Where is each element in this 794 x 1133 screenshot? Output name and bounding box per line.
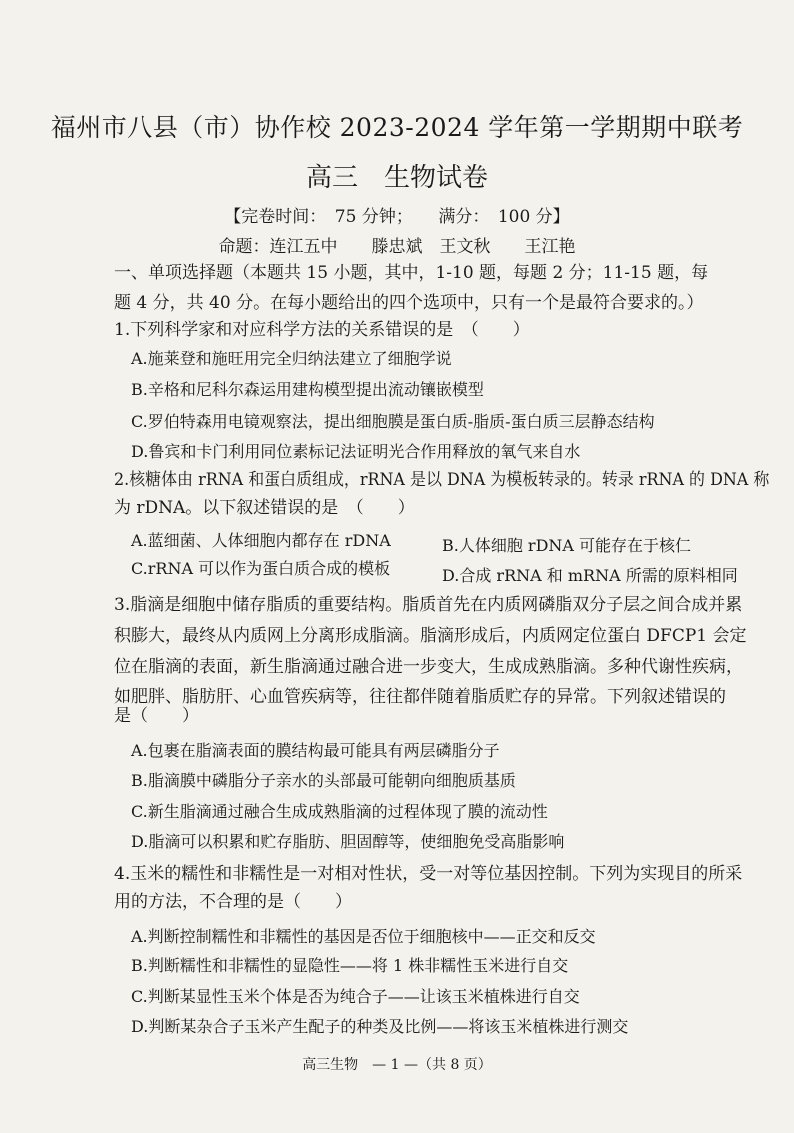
q4-option-d: D.判断某杂合子玉米产生配子的种类及比例——将该玉米植株进行测交	[131, 1017, 629, 1036]
q4-option-a: A.判断控制糯性和非糯性的基因是否位于细胞核中——正交和反交	[131, 927, 596, 946]
q3-stem-line-4: 如肥胖、脂肪肝、心血管疾病等，往往都伴随着脂质贮存的异常。下列叙述错误的	[114, 687, 726, 707]
exam-title: 福州市八县（市）协作校 2023-2024 学年第一学期期中联考	[50, 113, 744, 142]
q3-option-d: D.脂滴可以积累和贮存脂肪、胆固醇等，使细胞免受高脂影响	[131, 832, 565, 851]
q3-stem-line-2: 积膨大，最终从内质网上分离形成脂滴。脂滴形成后，内质网定位蛋白 DFCP1 会定	[114, 626, 747, 646]
q1-stem: 1.下列科学家和对应科学方法的关系错误的是 （ ）	[114, 320, 530, 340]
q3-option-c: C.新生脂滴通过融合生成成熟脂滴的过程体现了膜的流动性	[131, 802, 548, 821]
q1-option-c: C.罗伯特森用电镜观察法，提出细胞膜是蛋白质-脂质-蛋白质三层静态结构	[131, 412, 655, 431]
q2-option-a: A.蓝细菌、人体细胞内都存在 rDNA	[131, 531, 391, 550]
exam-authors: 命题：连江五中 滕忠斌 王文秋 王江艳	[218, 237, 576, 257]
page-footer: 高三生物 — 1 —（共 8 页）	[302, 1057, 492, 1073]
q1-option-b: B.辛格和尼科尔森运用建构模型提出流动镶嵌模型	[131, 380, 484, 399]
exam-subtitle: 高三 生物试卷	[305, 163, 488, 193]
q4-option-c: C.判断某显性玉米个体是否为纯合子——让该玉米植株进行自交	[131, 987, 580, 1006]
q2-stem-line-2: 为 rDNA。以下叙述错误的是 （ ）	[114, 498, 415, 518]
q3-option-a: A.包裹在脂滴表面的膜结构最可能具有两层磷脂分子	[131, 741, 500, 760]
q3-stem-line-3: 位在脂滴的表面，新生脂滴通过融合进一步变大，生成成熟脂滴。多种代谢性疾病，	[114, 657, 743, 677]
q3-stem-line-1: 3.脂滴是细胞中储存脂质的重要结构。脂质首先在内质网磷脂双分子层之间合成并累	[114, 595, 743, 615]
q4-option-b: B.判断糯性和非糯性的显隐性——将 1 株非糯性玉米进行自交	[131, 956, 569, 975]
q2-option-d: D.合成 rRNA 和 mRNA 所需的原料相同	[442, 566, 738, 585]
section-heading-line-1: 一、单项选择题（本题共 15 小题，其中，1-10 题，每题 2 分；11-15 题，每	[114, 263, 709, 283]
q2-option-b: B.人体细胞 rDNA 可能存在于核仁	[442, 536, 692, 555]
q4-stem-line-2: 用的方法，不合理的是（ ）	[114, 892, 352, 912]
q3-stem-line-5: 是（ ）	[114, 706, 199, 726]
q4-stem-line-1: 4.玉米的糯性和非糯性是一对相对性状，受一对等位基因控制。下列为实现目的所采	[114, 864, 743, 884]
section-heading-line-2: 题 4 分，共 40 分。在每小题给出的四个选项中，只有一个是最符合要求的。）	[114, 293, 704, 313]
q2-stem-line-1: 2.核糖体由 rRNA 和蛋白质组成，rRNA 是以 DNA 为模板转录的。转录 rRNA 的 DNA 称	[114, 470, 770, 490]
q3-option-b: B.脂滴膜中磷脂分子亲水的头部最可能朝向细胞质基质	[131, 771, 516, 790]
q1-option-a: A.施莱登和施旺用完全归纳法建立了细胞学说	[131, 349, 452, 368]
q1-option-d: D.鲁宾和卡门利用同位素标记法证明光合作用释放的氧气来自水	[131, 442, 581, 461]
q2-option-c: C.rRNA 可以作为蛋白质合成的模板	[131, 559, 391, 578]
exam-info: 【完卷时间： 75 分钟； 满分： 100 分】	[224, 207, 570, 227]
